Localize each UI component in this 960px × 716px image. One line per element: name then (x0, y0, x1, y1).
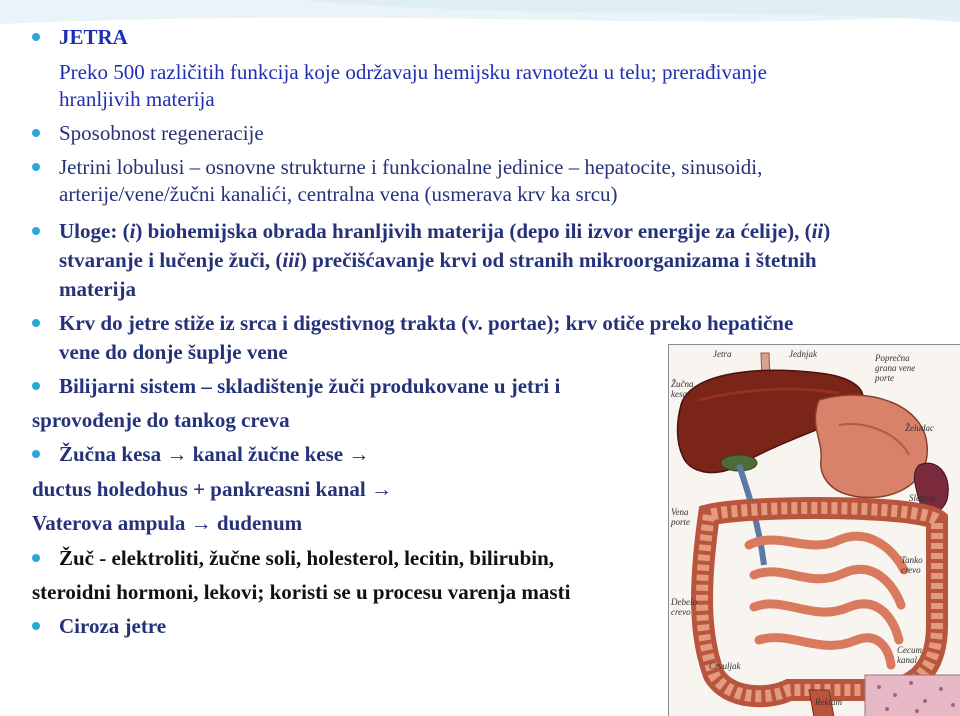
text-line: ductus holedohus + pankreasni kanal → (32, 477, 392, 501)
bullet-dot (32, 33, 40, 41)
bullet-dot (32, 622, 40, 630)
text-line: Preko 500 različitih funkcija koje održavaju hemijsku ravnotežu u telu; prerađivanje (59, 60, 767, 84)
bullet-dot (32, 382, 40, 390)
label-rektum: Rektum (815, 697, 842, 707)
text-line: stvaranje i lučenje žuči, (iii) prečišćavanje krvi od stranih mikroorganizama i štetnih (59, 248, 817, 272)
bullet-dot (32, 554, 40, 562)
text-line: Bilijarni sistem – skladištenje žuči produkovane u jetri i (59, 374, 561, 398)
bullet-dot (32, 319, 40, 327)
label-zeludac: Želudac (905, 423, 934, 433)
text-line: Vaterova ampula → dudenum (32, 511, 303, 535)
label-debelo-crevo: Debelo crevo (671, 597, 697, 617)
label-poprecna-grana: Poprečna grana vene porte (875, 353, 916, 383)
label-crvuljak: Crvuljak (709, 661, 741, 671)
text-line: Jetrini lobulusi – osnovne strukturne i funkcionalne jedinice – hepatocite, sinusoidi, (59, 155, 763, 179)
label-jednjak: Jednjak (789, 349, 817, 359)
slide-title: JETRA (59, 25, 128, 49)
label-jetra: Jetra (713, 349, 732, 359)
label-cecum: Cecum kanal (897, 645, 922, 665)
text-line: Uloge: (i) biohemijska obrada hranljivih materija (depo ili izvor energije za ćelije), (ii) (59, 219, 831, 243)
text-line: Žučna kesa → kanal žučne kese → (59, 442, 370, 466)
text-line: Ciroza jetre (59, 614, 167, 638)
header-swoosh-decoration (0, 0, 960, 60)
text-line: vene do donje šuplje vene (59, 340, 288, 364)
text-line: arterije/vene/žučni kanalići, centralna vena (usmerava krv ka srcu) (59, 182, 618, 206)
text-line: sprovođenje do tankog creva (32, 408, 290, 432)
bullet-dot (32, 227, 40, 235)
text-line: materija (59, 277, 136, 301)
text-line: hranljivih materija (59, 87, 215, 111)
label-vena-porte: Vena porte (671, 507, 690, 527)
digestive-system-illustration (668, 344, 960, 716)
text-line: steroidni hormoni, lekovi; koristi se u procesu varenja masti (32, 580, 571, 604)
bullet-dot (32, 129, 40, 137)
label-tanko-crevo: Tanko crevo (901, 555, 923, 575)
text-line: Krv do jetre stiže iz srca i digestivnog trakta (v. portae); krv otiče preko hepatične (59, 311, 794, 335)
text-line: Sposobnost regeneracije (59, 121, 264, 145)
bullet-dot (32, 450, 40, 458)
label-zucna-kesa: Žučna kesa (671, 379, 694, 399)
text-line: Žuč - elektroliti, žučne soli, holesterol, lecitin, bilirubin, (59, 546, 555, 570)
label-slezina: Slezina (909, 493, 935, 503)
bullet-dot (32, 163, 40, 171)
